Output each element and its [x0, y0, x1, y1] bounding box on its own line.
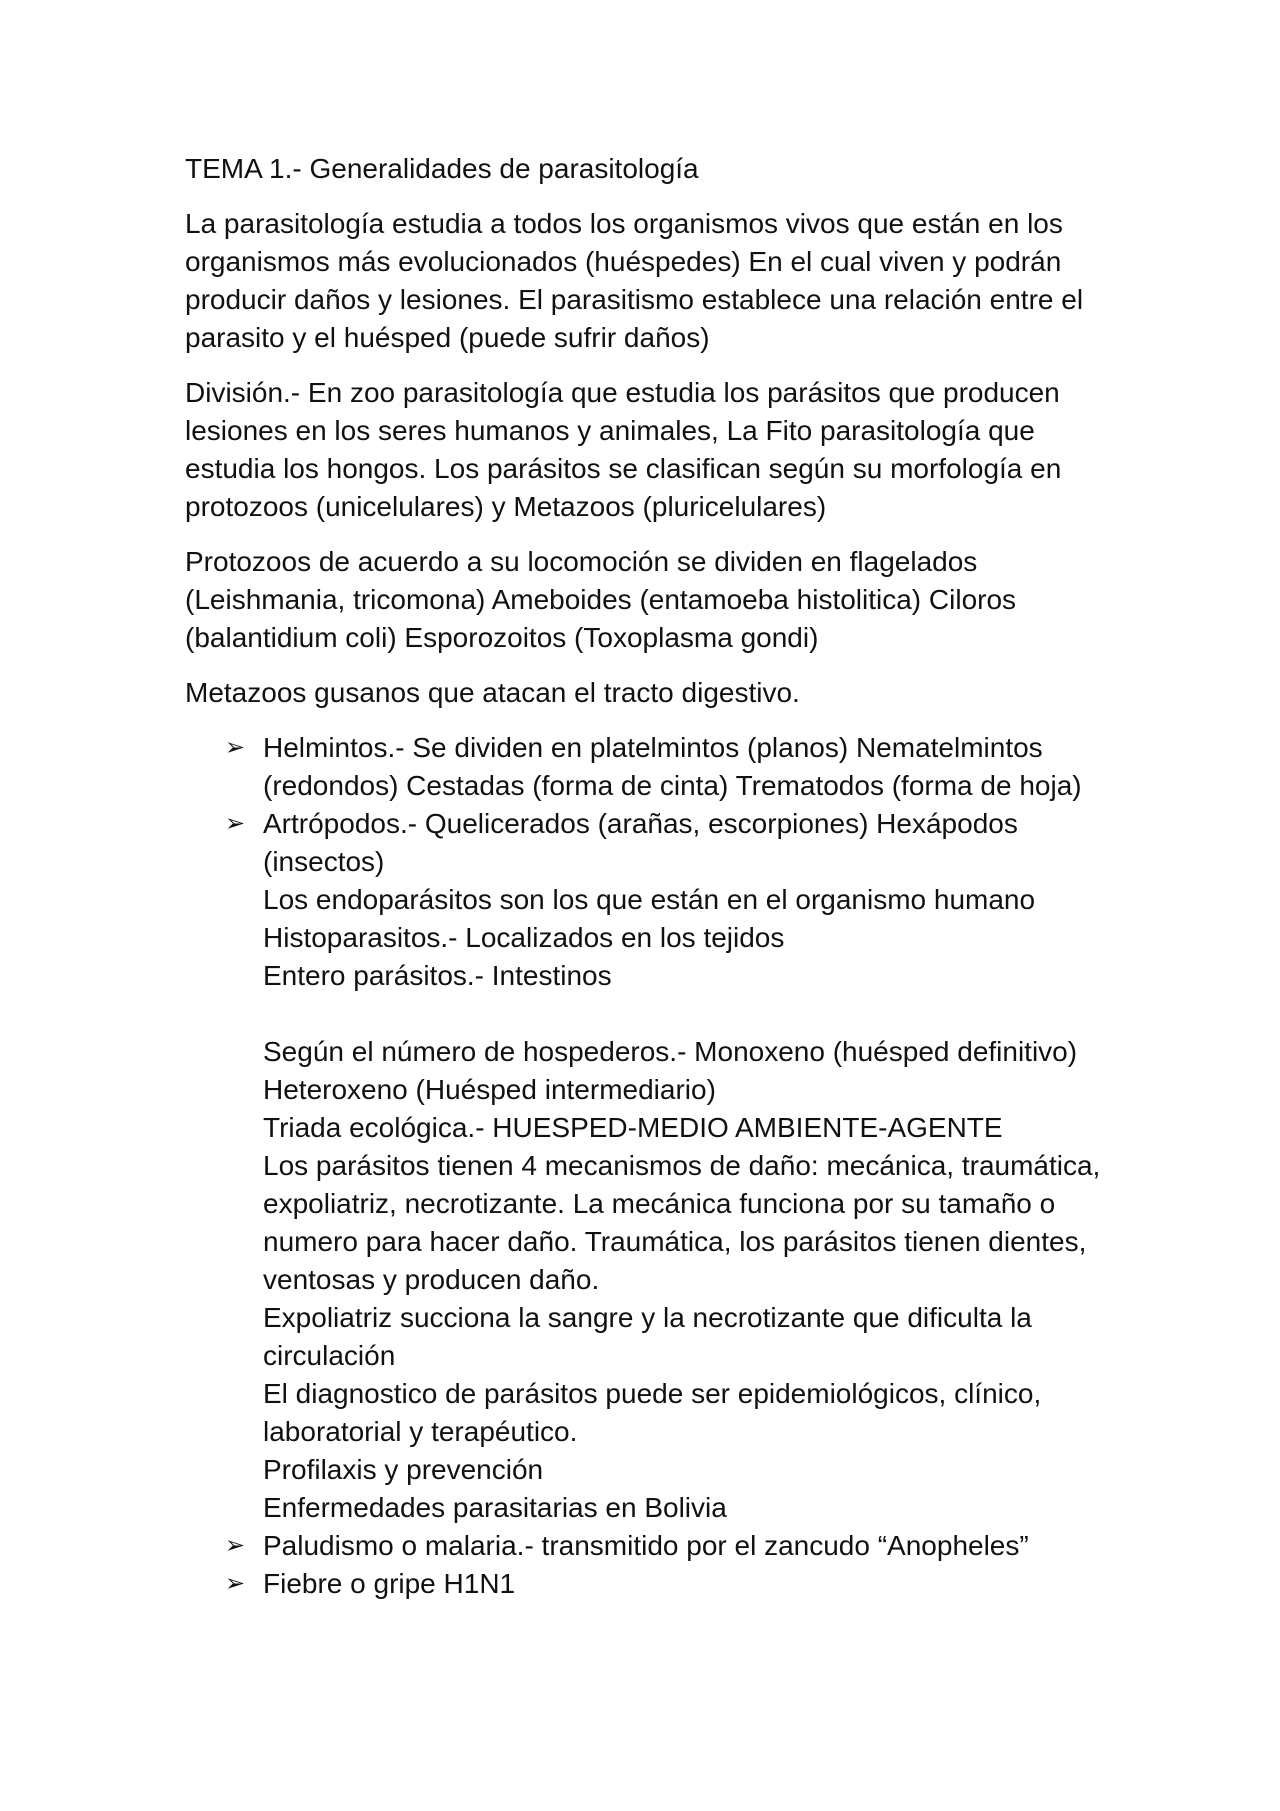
list-item-helmintos [185, 729, 1105, 805]
list-line-enfermedades: Enfermedades parasitarias en Bolivia [263, 1492, 727, 1523]
list-line-mecanismos: Los parásitos tienen 4 mecanismos de daño: mecánica, traumática, expoliatriz, necrotizante. La mecánica funciona por su tamaño o numero para hacer daño. Traumática, los parásitos tienen dientes, ventosas y producen daño. [263, 1150, 1101, 1295]
paragraph-division: División.- En zoo parasitología que estudia los parásitos que producen lesiones en los seres humanos y animales, La Fito parasitología que estudia los hongos. Los parásitos se clasifican según su morfología en protozoos (unicelulares) y Metazoos (pluricelulares) [185, 377, 1062, 522]
list-line-histoparasitos: Histoparasitos.- Localizados en los tejidos [263, 922, 785, 953]
list-line-entero-parasitos: Entero parásitos.- Intestinos [263, 960, 612, 991]
list-item-fiebre [185, 1565, 1105, 1603]
list-line-expoliatriz: Expoliatriz succiona la sangre y la necrotizante que dificulta la circulación [263, 1302, 1032, 1371]
list-item-text: Helmintos.- Se dividen en platelmintos (planos) Nematelmintos (redondos) Cestadas (forma de cinta) Trematodos (forma de hoja) [263, 732, 1082, 801]
arrow-bullet-icon: ➢ [225, 734, 246, 761]
paragraph-protozoos: Protozoos de acuerdo a su locomoción se dividen en flagelados (Leishmania, tricomona) Ameboides (entamoeba histolitica) Ciloros (balantidium coli) Esporozoitos (Toxoplasma gondi) [185, 546, 1017, 653]
list-item-text: Paludismo o malaria.- transmitido por el zancudo “Anopheles” [263, 1530, 1029, 1561]
arrow-bullet-icon: ➢ [225, 1532, 246, 1559]
arrow-bullet-icon: ➢ [225, 1570, 246, 1597]
list-line-triada: Triada ecológica.- HUESPED-MEDIO AMBIENTE-AGENTE [263, 1112, 1003, 1143]
list-line-endoparasitos: Los endoparásitos son los que están en el organismo humano [263, 884, 1036, 915]
list-line-diagnostico: El diagnostico de parásitos puede ser epidemiológicos, clínico, laboratorial y terapéutico. [263, 1378, 1042, 1447]
paragraph-intro: La parasitología estudia a todos los organismos vivos que están en los organismos más evolucionados (huéspedes) En el cual viven y podrán producir daños y lesiones. El parasitismo establece una relación entre el parasito y el huésped (puede sufrir daños) [185, 208, 1084, 353]
list-item-text: Artrópodos.- Quelicerados (arañas, escorpiones) Hexápodos (insectos) [263, 808, 1018, 877]
document-body [185, 150, 1105, 1603]
list-item-text: Fiebre o gripe H1N1 [263, 1568, 516, 1599]
blank-line [263, 995, 1105, 1033]
paragraph-metazoos: Metazoos gusanos que atacan el tracto digestivo. [185, 677, 800, 708]
list-item-paludismo [185, 1527, 1105, 1565]
list-line-profilaxis: Profilaxis y prevención [263, 1454, 544, 1485]
list-item-artropodos [185, 805, 1105, 1527]
document-title: TEMA 1.- Generalidades de parasitología [185, 153, 699, 184]
arrow-bullet-icon: ➢ [225, 810, 246, 837]
list-line-hospederos: Según el número de hospederos.- Monoxeno (huésped definitivo) Heteroxeno (Huésped intermediario) [263, 1036, 1078, 1105]
bullet-list [185, 729, 1105, 1603]
